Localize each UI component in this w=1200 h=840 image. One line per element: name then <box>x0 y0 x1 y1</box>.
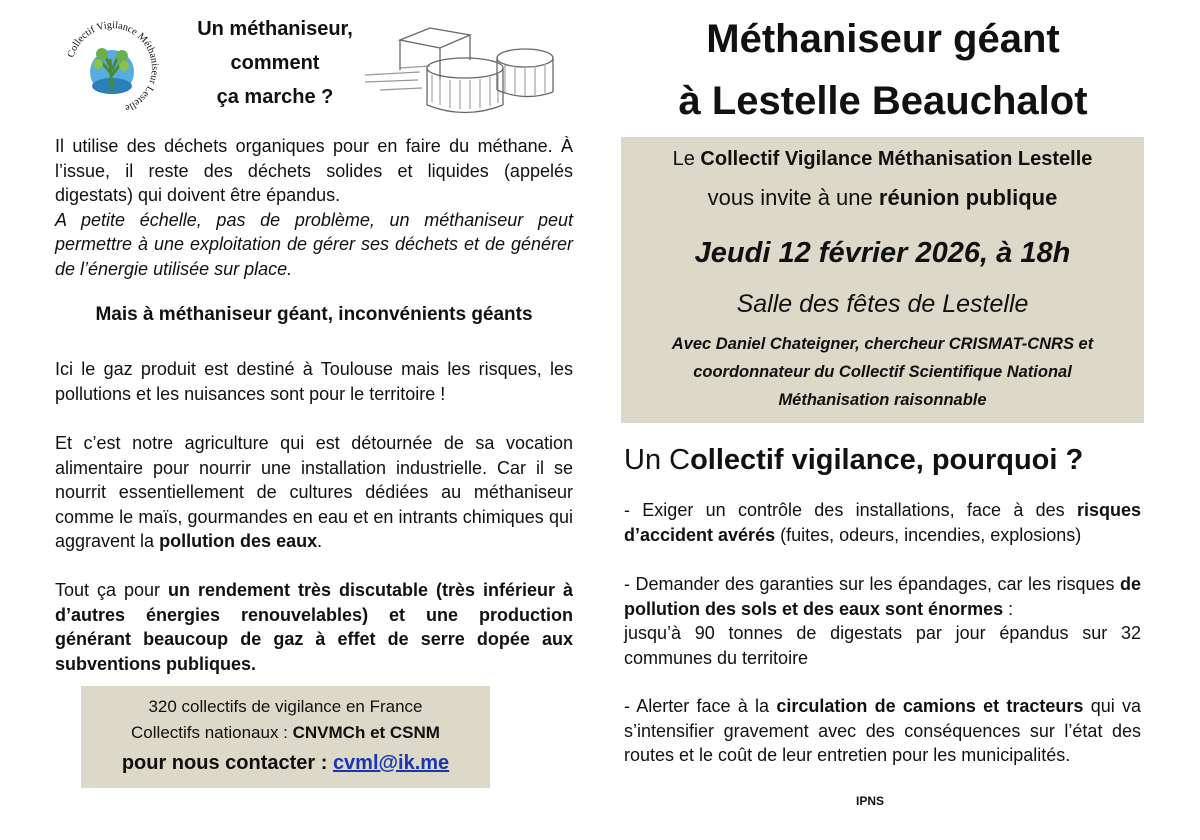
intro-paragraph-1: Il utilise des déchets organiques pour en faire du méthane. À l’issue, il reste des déchets solides et liquides (appelés digestats) qui doivent être épandus. A petite échelle, pas de problème, un méthaniseur peut permettre à une exploitation de gérer ses déchets et de générer de l’énergie utilisée sur place. <box>55 136 573 279</box>
methaniseur-sketch <box>360 20 570 120</box>
intro-subtitle: Mais à méthaniseur géant, inconvénients géants <box>95 304 533 325</box>
intro-paragraph-2: Ici le gaz produit est destiné à Toulouse mais les risques, les pollutions et les nuisances sont pour le territoire ! <box>55 359 573 404</box>
invitation-collectif: Le Collectif Vigilance Méthanisation Lestelle <box>672 148 1093 170</box>
invitation-box <box>621 137 1144 423</box>
intro-paragraph-3: Et c’est notre agriculture qui est détournée de sa vocation alimentaire pour nourrir une installation industrielle. Car il se nourrit essentiellement de cultures dédiées au méthaniseur comme le maïs, gourmandes en eau et en intrants chimiques qui aggravent la pollution des eaux. <box>55 433 573 551</box>
contact-national: Collectifs nationaux : CNVMCh et CSNM <box>131 723 440 742</box>
event-guest: Avec Daniel Chateigner, chercheur CRISMAT-CNRS et coordonnateur du Collectif Scientifique National Méthanisation raisonnable <box>671 335 1094 409</box>
page-title: Méthaniseur géant à Lestelle Beauchalot <box>678 17 1088 123</box>
why-point-accidents: - Exiger un contrôle des installations, face à des risques d’accident avérés (fuites, odeurs, incendies, explosions) <box>624 500 1141 545</box>
logo-ring-text: Collectif Vigilance Méthaniseur Lestelle <box>65 19 161 114</box>
contact-collectifs-count: 320 collectifs de vigilance en France <box>148 697 423 716</box>
contact-email-link[interactable]: cvml@ik.me <box>332 752 450 774</box>
contact-line: pour nous contacter : cvml@ik.me <box>121 752 450 774</box>
why-point-traffic: - Alerter face à la circulation de camions et tracteurs qui va s’intensifier gravement avec des conséquences sur l’état des routes et le coût de leur entretien pour les municipalités. <box>624 696 1141 765</box>
collectif-logo <box>58 14 166 122</box>
why-title: Un Collectif vigilance, pourquoi ? <box>624 444 1084 476</box>
ipns-mention: IPNS <box>856 794 885 808</box>
event-date: Jeudi 12 février 2026, à 18h <box>694 237 1071 269</box>
invitation-reunion: vous invite à une réunion publique <box>707 185 1058 210</box>
event-place: Salle des fêtes de Lestelle <box>736 290 1029 318</box>
why-point-pollution: - Demander des garanties sur les épandages, car les risques de pollution des sols et des eaux sont énormes : jusqu’à 90 tonnes de digestats par jour épandus sur 32 communes du territoire <box>624 574 1141 668</box>
contact-box <box>81 686 490 788</box>
intro-paragraph-4: Tout ça pour un rendement très discutable (très inférieur à d’autres énergies renouvelables) et une production générant beaucoup de gaz à effet de serre dopée aux subventions publiques. <box>55 580 574 674</box>
intro-title: Un méthaniseur, comment ça marche ? <box>197 18 353 108</box>
